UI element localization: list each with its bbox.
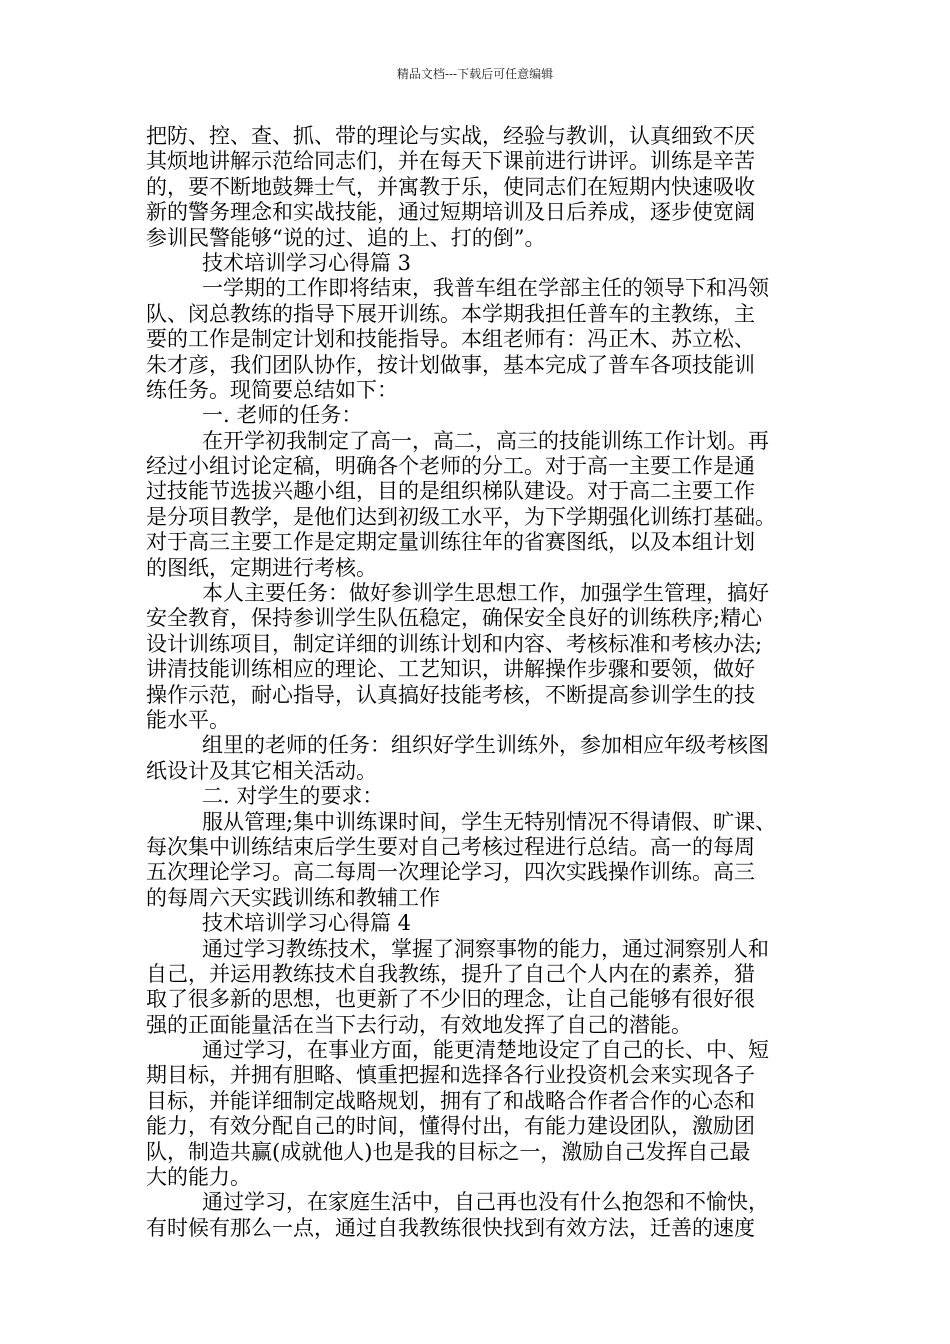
- text-line: 能力，有效分配自己的时间，懂得付出，有能力建设团队，激励团: [146, 1114, 755, 1139]
- text-line: 技术培训学习心得篇 3: [202, 250, 412, 275]
- text-line: 朱才彦，我们团队协作，按计划做事，基本完成了普车各项技能训: [146, 352, 755, 377]
- text-line: 的，要不断地鼓舞士气，并寓教于乐，使同志们在短期内快速吸收: [146, 174, 755, 199]
- text-line: 练任务。现简要总结如下：: [146, 377, 398, 402]
- text-line: 目标，并能详细制定战略规划，拥有了和战略合作者合作的心态和: [146, 1088, 755, 1113]
- text-line: 过技能节选拔兴趣小组，目的是组织梯队建设。对于高二主要工作: [146, 479, 755, 504]
- text-line: 参训民警能够“说的过、追的上、打的倒”。: [146, 225, 546, 250]
- text-line: 纸设计及其它相关活动。: [146, 758, 377, 783]
- text-line: 大的能力。: [146, 1165, 251, 1190]
- page-header: 精品文档---下载后可任意编辑: [396, 67, 554, 81]
- text-line: 强的正面能量活在当下去行动，有效地发挥了自己的潜能。: [146, 1012, 692, 1037]
- text-line: 二. 对学生的要求：: [202, 784, 384, 809]
- text-line: 的图纸，定期进行考核。: [146, 555, 377, 580]
- text-line: 能水平。: [146, 707, 230, 732]
- text-line: 要的工作是制定计划和技能指导。本组老师有：冯正木、苏立松、: [146, 327, 755, 352]
- text-line: 自己，并运用教练技术自我教练，提升了自己个人内在的素养，猎: [146, 961, 755, 986]
- text-line: 讲清技能训练相应的理论、工艺知识，讲解操作步骤和要领，做好: [146, 657, 755, 682]
- text-line: 通过学习，在家庭生活中，自己再也没有什么抱怨和不愉快，: [202, 1190, 769, 1215]
- text-line: 一. 老师的任务：: [202, 403, 363, 428]
- text-line: 通过学习教练技术，掌握了洞察事物的能力，通过洞察别人和: [202, 936, 769, 961]
- text-line: 有时候有那么一点，通过自我教练很快找到有效方法，迁善的速度: [146, 1215, 755, 1240]
- text-line: 新的警务理念和实战技能，通过短期培训及日后养成，逐步使宽阔: [146, 200, 755, 225]
- text-line: 技术培训学习心得篇 4: [202, 911, 412, 936]
- text-line: 对于高三主要工作是定期定量训练往年的省赛图纸，以及本组计划: [146, 530, 755, 555]
- text-line: 把防、控、查、抓、带的理论与实战，经验与教训，认真细致不厌: [146, 124, 755, 148]
- text-line: 是分项目教学，是他们达到初级工水平，为下学期强化训练打基础。: [146, 504, 776, 529]
- text-line: 设计训练项目，制定详细的训练计划和内容、考核标准和考核办法;: [146, 631, 763, 656]
- text-line: 安全教育，保持参训学生队伍稳定，确保安全良好的训练秩序;精心: [146, 606, 763, 631]
- text-line: 取了很多新的思想，也更新了不少旧的理念，让自己能够有很好很: [146, 987, 755, 1012]
- text-line: 队，制造共赢(成就他人)也是我的目标之一，激励自己发挥自己最: [146, 1139, 751, 1164]
- text-line: 在开学初我制定了高一，高二，高三的技能训练工作计划。再: [202, 428, 769, 453]
- text-line: 本人主要任务：做好参训学生思想工作，加强学生管理，搞好: [202, 581, 769, 606]
- text-line: 服从管理;集中训练课时间，学生无特别情况不得请假、旷课、: [202, 809, 777, 834]
- text-line: 的每周六天实践训练和教辅工作: [146, 885, 440, 910]
- document-body: [146, 124, 826, 1241]
- text-line: 经过小组讨论定稿，明确各个老师的分工。对于高一主要工作是通: [146, 454, 755, 479]
- text-line: 组里的老师的任务：组织好学生训练外，参加相应年级考核图: [202, 733, 769, 758]
- text-line: 队、闵总教练的指导下展开训练。本学期我担任普车的主教练，主: [146, 301, 755, 326]
- text-line: 操作示范，耐心指导，认真搞好技能考核，不断提高参训学生的技: [146, 682, 755, 707]
- text-line: 一学期的工作即将结束，我普车组在学部主任的领导下和冯领: [202, 276, 769, 301]
- text-line: 其烦地讲解示范给同志们，并在每天下课前进行讲评。训练是辛苦: [146, 149, 755, 174]
- text-line: 通过学习，在事业方面，能更清楚地设定了自己的长、中、短: [202, 1038, 769, 1063]
- text-line: 五次理论学习。高二每周一次理论学习，四次实践操作训练。高三: [146, 860, 755, 885]
- text-line: 期目标，并拥有胆略、慎重把握和选择各行业投资机会来实现各子: [146, 1063, 755, 1088]
- text-line: 每次集中训练结束后学生要对自己考核过程进行总结。高一的每周: [146, 834, 755, 859]
